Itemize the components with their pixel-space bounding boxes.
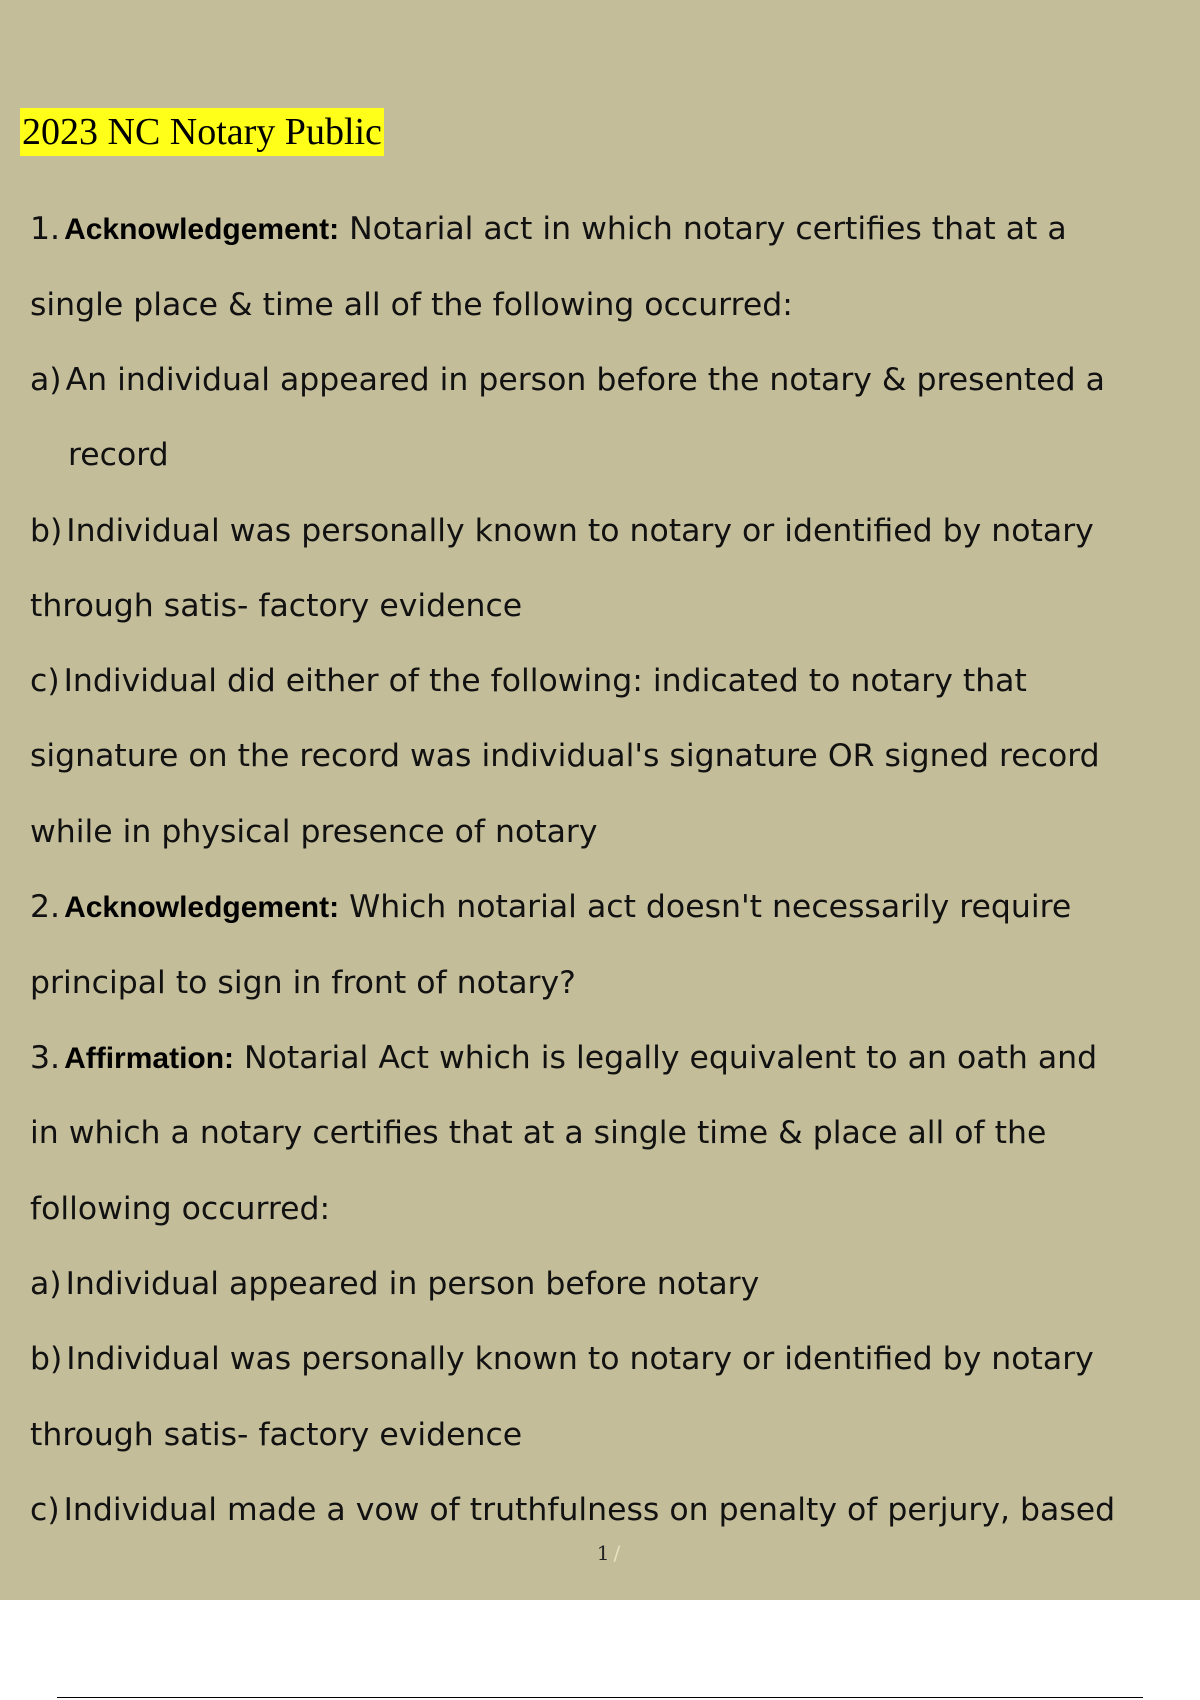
line-text: Individual appeared in person before notary xyxy=(65,1266,760,1302)
list-number: 3. xyxy=(30,1040,61,1076)
line-text: record xyxy=(68,437,169,473)
text-line xyxy=(30,736,1100,776)
line-text: Individual made a vow of truthfulness on penalty of perjury, based xyxy=(63,1492,1116,1528)
text-line xyxy=(30,1415,522,1455)
definition-line xyxy=(30,1038,1097,1078)
line-text: single place & time all of the following occurred: xyxy=(30,287,793,323)
line-text: Individual was personally known to notary or identified by notary xyxy=(66,1341,1094,1377)
page-number-value: 1 xyxy=(596,1541,610,1565)
list-letter: b) xyxy=(30,513,63,549)
text-line xyxy=(30,285,793,325)
text-line xyxy=(68,435,169,475)
line-text: while in physical presence of notary xyxy=(30,814,598,850)
text-line xyxy=(30,586,522,626)
text-line xyxy=(30,1189,330,1229)
line-text: through satis- factory evidence xyxy=(30,1417,523,1453)
list-item-line xyxy=(30,511,1094,551)
text-line xyxy=(30,1113,1046,1153)
definition-line xyxy=(30,209,1067,249)
list-letter: c) xyxy=(30,1492,60,1528)
definition-line xyxy=(30,887,1071,927)
line-text: Notarial Act which is legally equivalent to an oath and xyxy=(234,1040,1098,1076)
page-number xyxy=(0,1541,1200,1565)
line-text: principal to sign in front of notary? xyxy=(30,965,576,1001)
list-number: 2. xyxy=(30,889,61,925)
line-text: An individual appeared in person before the notary & presented a xyxy=(65,362,1105,398)
term: Acknowledgement: xyxy=(64,213,340,246)
list-item-line xyxy=(30,1339,1094,1379)
line-text: Individual did either of the following: indicated to notary that xyxy=(63,663,1027,699)
line-text: signature on the record was individual's signature OR signed record xyxy=(30,738,1100,774)
text-line xyxy=(30,963,576,1003)
line-text: Individual was personally known to notary or identified by notary xyxy=(66,513,1094,549)
term: Acknowledgement: xyxy=(64,891,340,924)
term: Affirmation: xyxy=(64,1042,235,1075)
page-divider xyxy=(57,1697,1143,1698)
list-item-line xyxy=(30,1490,1115,1530)
list-item-line xyxy=(30,1264,759,1304)
list-letter: a) xyxy=(30,362,62,398)
document-title: 2023 NC Notary Public xyxy=(20,108,384,156)
list-item-line xyxy=(30,661,1027,701)
list-letter: b) xyxy=(30,1341,63,1377)
list-number: 1. xyxy=(30,211,61,247)
line-text: through satis- factory evidence xyxy=(30,588,523,624)
list-item-line xyxy=(30,360,1105,400)
line-text: Notarial act in which notary certifies that at a xyxy=(339,211,1067,247)
text-line xyxy=(30,812,597,852)
list-letter: a) xyxy=(30,1266,62,1302)
line-text: Which notarial act doesn't necessarily require xyxy=(339,889,1072,925)
page-number-suffix: / xyxy=(613,1541,621,1565)
line-text: following occurred: xyxy=(30,1191,331,1227)
line-text: in which a notary certifies that at a single time & place all of the xyxy=(30,1115,1047,1151)
list-letter: c) xyxy=(30,663,60,699)
